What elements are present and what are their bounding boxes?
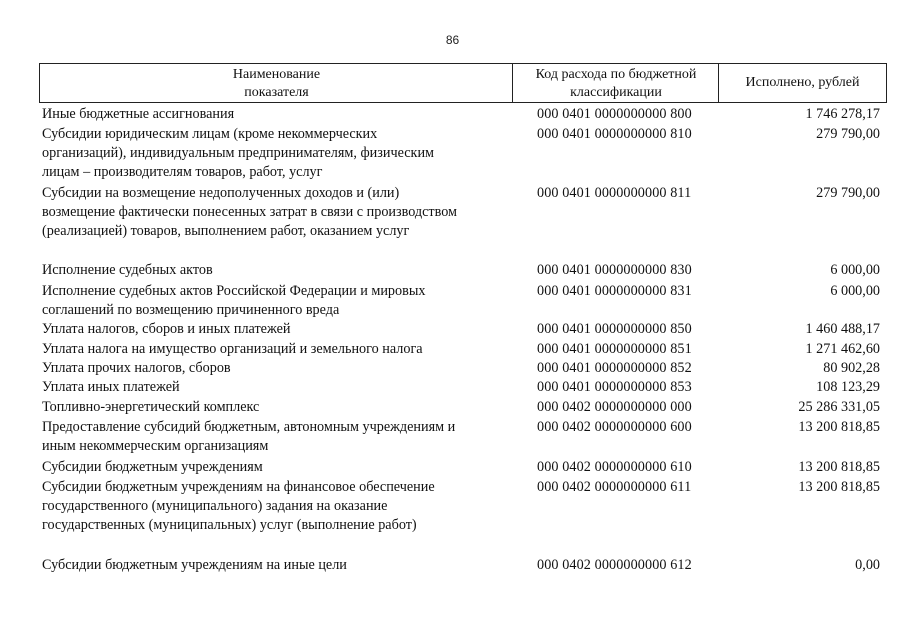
header-name-line1: Наименование: [232, 67, 321, 82]
header-name-line2: показателя: [244, 85, 309, 100]
row-name: Субсидии бюджетным учреждениям: [42, 459, 263, 475]
row-amount: 13 200 818,85: [798, 419, 880, 435]
row-code: 000 0401 0000000000 853: [537, 379, 692, 395]
row-amount: 108 123,29: [816, 379, 880, 395]
row-name: Исполнение судебных актов: [42, 262, 213, 278]
row-code: 000 0401 0000000000 811: [537, 185, 692, 201]
row-code: 000 0401 0000000000 830: [537, 262, 692, 278]
row-amount: 80 902,28: [823, 360, 880, 376]
row-name: Уплата налога на имущество организаций и земельного налога: [42, 341, 423, 357]
row-code: 000 0402 0000000000 600: [537, 419, 692, 435]
row-code: 000 0401 0000000000 852: [537, 360, 692, 376]
header-amount-label: Исполнено, рублей: [745, 75, 860, 90]
row-name: Уплата налогов, сборов и иных платежей: [42, 321, 291, 337]
row-name: Уплата прочих налогов, сборов: [42, 360, 231, 376]
row-amount: 13 200 818,85: [798, 479, 880, 495]
header-code-line2: классификации: [570, 85, 662, 100]
table-header: [39, 63, 887, 103]
row-name: Субсидии на возмещение недополученных доходов и (или) возмещение фактически понесенных затрат в связи с производством (реализацией) товаров, выполнением работ, оказанием услуг: [42, 185, 458, 239]
row-code: 000 0402 0000000000 612: [537, 557, 692, 573]
row-name: Субсидии юридическим лицам (кроме некоммерческих организаций), индивидуальным предпринимателям, физическим лицам – производителям товаров, работ, услуг: [42, 126, 435, 180]
row-amount: 1 271 462,60: [805, 341, 880, 357]
row-amount: 279 790,00: [816, 185, 880, 201]
row-name: Субсидии бюджетным учреждениям на финансовое обеспечение государственного (муниципального) задания на оказание государственных (муниципальных) услуг (выполнение работ): [42, 479, 435, 533]
row-code: 000 0401 0000000000 831: [537, 283, 692, 299]
row-name: Исполнение судебных актов Российской Федерации и мировых соглашений по возмещению причиненного вреда: [42, 283, 426, 318]
row-name: Уплата иных платежей: [42, 379, 180, 395]
row-code: 000 0402 0000000000 611: [537, 479, 692, 495]
row-code: 000 0401 0000000000 800: [537, 106, 692, 122]
row-amount: 13 200 818,85: [798, 459, 880, 475]
header-name-cell: [40, 64, 513, 102]
row-name: Субсидии бюджетным учреждениям на иные цели: [42, 557, 347, 573]
row-code: 000 0401 0000000000 850: [537, 321, 692, 337]
row-name: Топливно-энергетический комплекс: [42, 399, 260, 415]
row-code: 000 0402 0000000000 610: [537, 459, 692, 475]
page-number: 86: [445, 33, 460, 47]
row-code: 000 0402 0000000000 000: [537, 399, 692, 415]
row-amount: 0,00: [855, 557, 880, 573]
row-amount: 6 000,00: [830, 262, 880, 278]
row-name: Предоставление субсидий бюджетным, автономным учреждениям и иным некоммерческим организациям: [42, 419, 456, 454]
header-code-line1: Код расхода по бюджетной: [535, 67, 697, 82]
row-amount: 25 286 331,05: [798, 399, 880, 415]
header-amount-cell: [719, 64, 886, 102]
row-code: 000 0401 0000000000 810: [537, 126, 692, 142]
row-amount: 1 460 488,17: [805, 321, 880, 337]
row-amount: 1 746 278,17: [805, 106, 880, 122]
row-amount: 6 000,00: [830, 283, 880, 299]
header-code-cell: [513, 64, 719, 102]
row-name: Иные бюджетные ассигнования: [42, 106, 235, 122]
row-amount: 279 790,00: [816, 126, 880, 142]
row-code: 000 0401 0000000000 851: [537, 341, 692, 357]
